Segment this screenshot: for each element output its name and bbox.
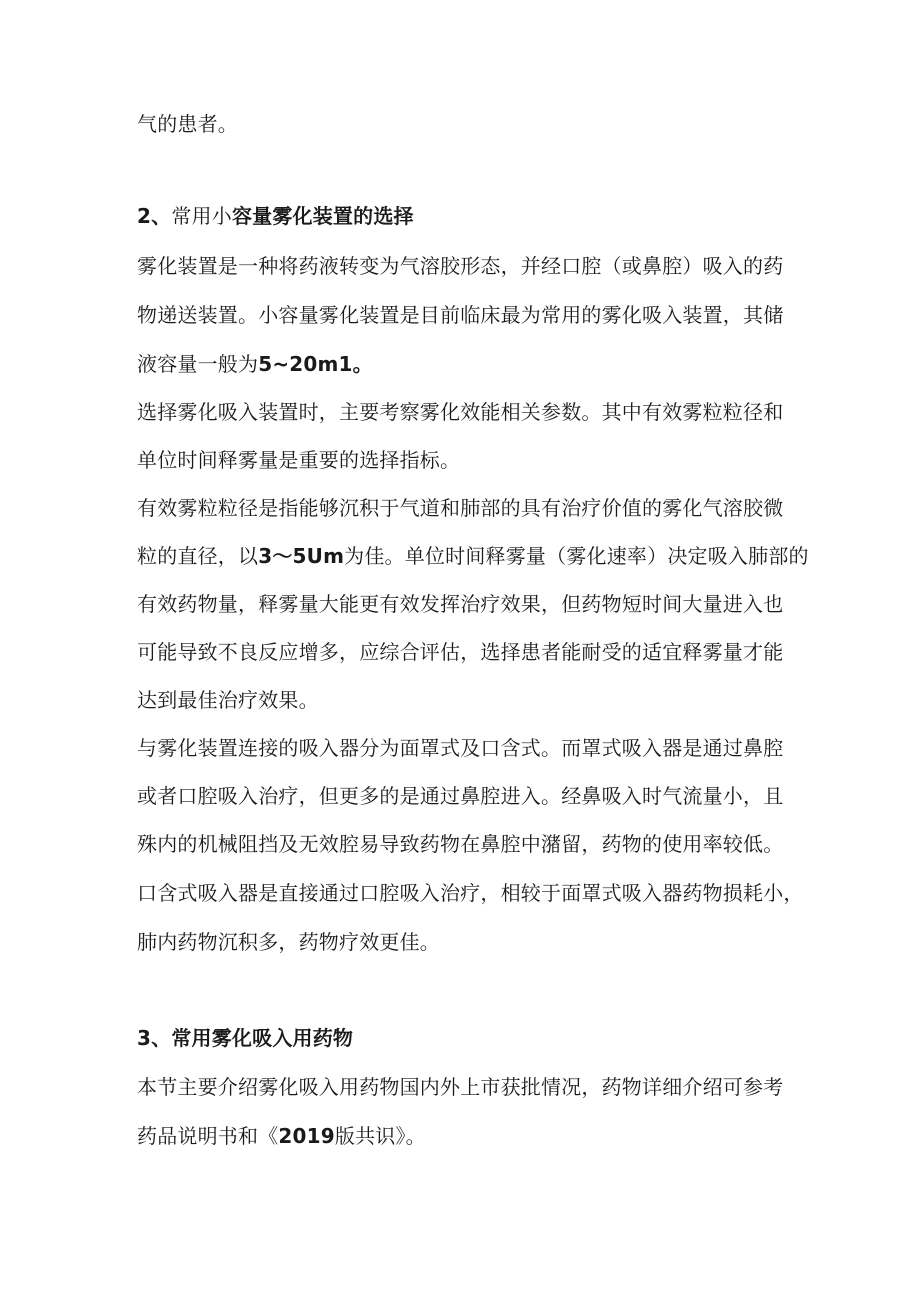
section-3-number: 3、 [137, 1026, 172, 1050]
section-3-heading-strong: 常用雾化吸入用药物 [171, 1026, 354, 1050]
section-2-heading-strong: 容量雾化装置的选择 [231, 204, 414, 228]
s2-p4-line5: 肺内药物沉积多，药物疗效更佳。 [137, 930, 440, 954]
paragraph-tail: 气的患者。 [137, 112, 238, 136]
s2-p1-line3-value: 5~20m1。 [258, 352, 373, 376]
s2-p1-line1: 雾化装置是一种将药液转变为气溶胶形态，并经口腔（或鼻腔）吸入的药 [137, 254, 784, 278]
s3-p1-line1: 本节主要介绍雾化吸入用药物国内外上市获批情况，药物详细介绍可参考 [137, 1075, 784, 1099]
s2-p3-line4: 可能导致不良反应增多，应综合评估，选择患者能耐受的适宜释雾量才能 [137, 640, 784, 664]
s3-p1-line2 [137, 1122, 426, 1150]
s2-p3-line1: 有效雾粒粒径是指能够沉积于气道和肺部的具有治疗价值的雾化气溶胶微 [137, 496, 784, 520]
s2-p3-line5: 达到最佳治疗效果。 [137, 688, 319, 712]
section-3-heading [137, 1024, 353, 1052]
s2-p1-line3 [137, 350, 373, 378]
s2-p1-line3-prefix: 液容量一般为 [137, 352, 259, 376]
s2-p1-line2: 物递送装置。小容量雾化装置是目前临床最为常用的雾化吸入装置，其储 [137, 303, 784, 327]
section-2-heading-light: 常用小 [171, 204, 232, 228]
s2-p4-line3: 殊内的机械阻挡及无效腔易导致药物在鼻腔中潴留，药物的使用率较低。 [137, 832, 784, 856]
s2-p4-line1: 与雾化装置连接的吸入器分为面罩式及口含式。而罩式吸入器是通过鼻腔 [137, 736, 784, 760]
s2-p3-line2-value: 3〜5Um [258, 544, 345, 568]
s3-p1-line2-value: 2019 [278, 1124, 335, 1148]
s2-p4-line2: 或者口腔吸入治疗，但更多的是通过鼻腔进入。经鼻吸入时气流量小，且 [137, 784, 784, 808]
s2-p3-line2 [137, 542, 809, 570]
s3-p1-line2-prefix: 药品说明书和《 [137, 1124, 279, 1148]
section-2-number: 2、 [137, 204, 172, 228]
s3-p1-line2-suffix: 版共识》。 [334, 1124, 426, 1148]
s2-p2-line2: 单位时间释雾量是重要的选择指标。 [137, 448, 461, 472]
s2-p2-line1: 选择雾化吸入装置时，主要考察雾化效能相关参数。其中有效雾粒粒径和 [137, 400, 784, 424]
s2-p3-line2-suffix: 为佳。单位时间释雾量（雾化速率）决定吸入肺部的 [344, 544, 809, 568]
s2-p3-line3: 有效药物量，释雾量大能更有效发挥治疗效果，但药物短时间大量进入也 [137, 592, 784, 616]
s2-p3-line2-prefix: 粒的直径，以 [137, 544, 259, 568]
s2-p4-line4: 口含式吸入器是直接通过口腔吸入治疗，相较于面罩式吸入器药物损耗小， [137, 881, 804, 905]
section-2-heading [137, 202, 414, 230]
